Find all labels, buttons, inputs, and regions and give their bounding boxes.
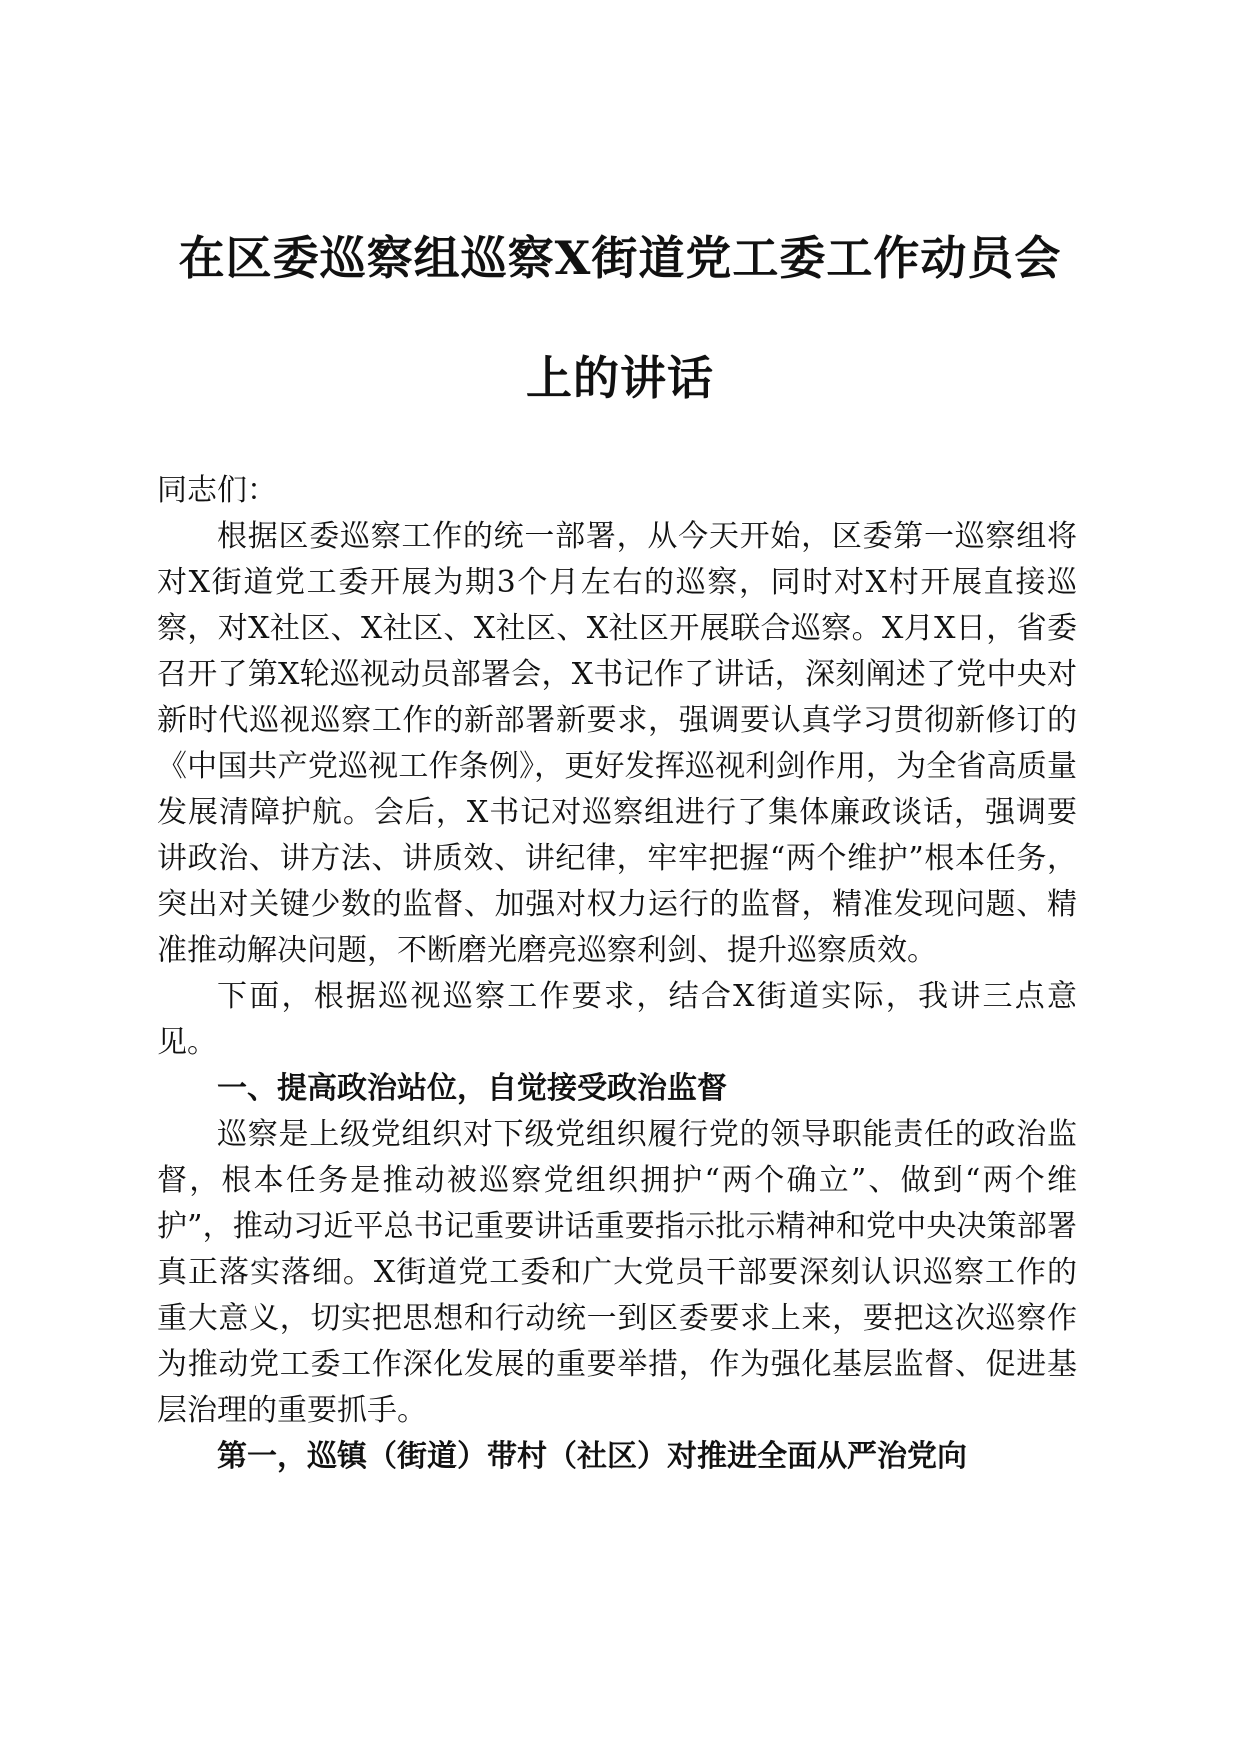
section-heading: 一、提高政治站位，自觉接受政治监督 xyxy=(217,1071,727,1106)
body-paragraph: 根据区委巡察工作的统一部署，从今天开始，区委第一巡察组将对X街道党工委开展为期3个月左右的巡察，同时对X村开展直接巡察，对X社区、X社区、X社区、X社区开展联合巡察。X月X日，省委召开了第X轮巡视动员部署会，X书记作了讲话，深刻阐述了党中央对新时代巡视巡察工作的新部署新要求，强调要认真学习贯彻新修订的《中国共产党巡视工作条例》，更好发挥巡视利剑作用，为全省高质量发展清障护航。会后，X书记对巡察组进行了集体廉政谈话，强调要讲政治、讲方法、讲质效、讲纪律，牢牢把握“两个维护”根本任务，突出对关键少数的监督、加强对权力运行的监督，精准发现问题、精准推动解决问题，不断磨光磨亮巡察利剑、提升巡察质效。 xyxy=(157,519,1077,968)
document-body xyxy=(157,468,1077,1480)
document-title-line-2: 上的讲话 xyxy=(526,351,714,405)
body-paragraph: 巡察是上级党组织对下级党组织履行党的领导职能责任的政治监督，根本任务是推动被巡察党组织拥护“两个确立”、做到“两个维护”，推动习近平总书记重要讲话重要指示批示精神和党中央决策部署真正落实落细。X街道党工委和广大党员干部要深刻认识巡察工作的重大意义，切实把思想和行动统一到区委要求上来，要把这次巡察作为推动党工委工作深化发展的重要举措，作为强化基层监督、促进基层治理的重要抓手。 xyxy=(157,1117,1077,1428)
salutation: 同志们： xyxy=(157,473,277,508)
document-title-line-1: 在区委巡察组巡察X街道党工委工作动员会 xyxy=(178,231,1062,285)
point-heading: 第一，巡镇（街道）带村（社区）对推进全面从严治党向 xyxy=(217,1439,967,1474)
body-paragraph: 下面，根据巡视巡察工作要求，结合X街道实际，我讲三点意见。 xyxy=(157,979,1077,1060)
